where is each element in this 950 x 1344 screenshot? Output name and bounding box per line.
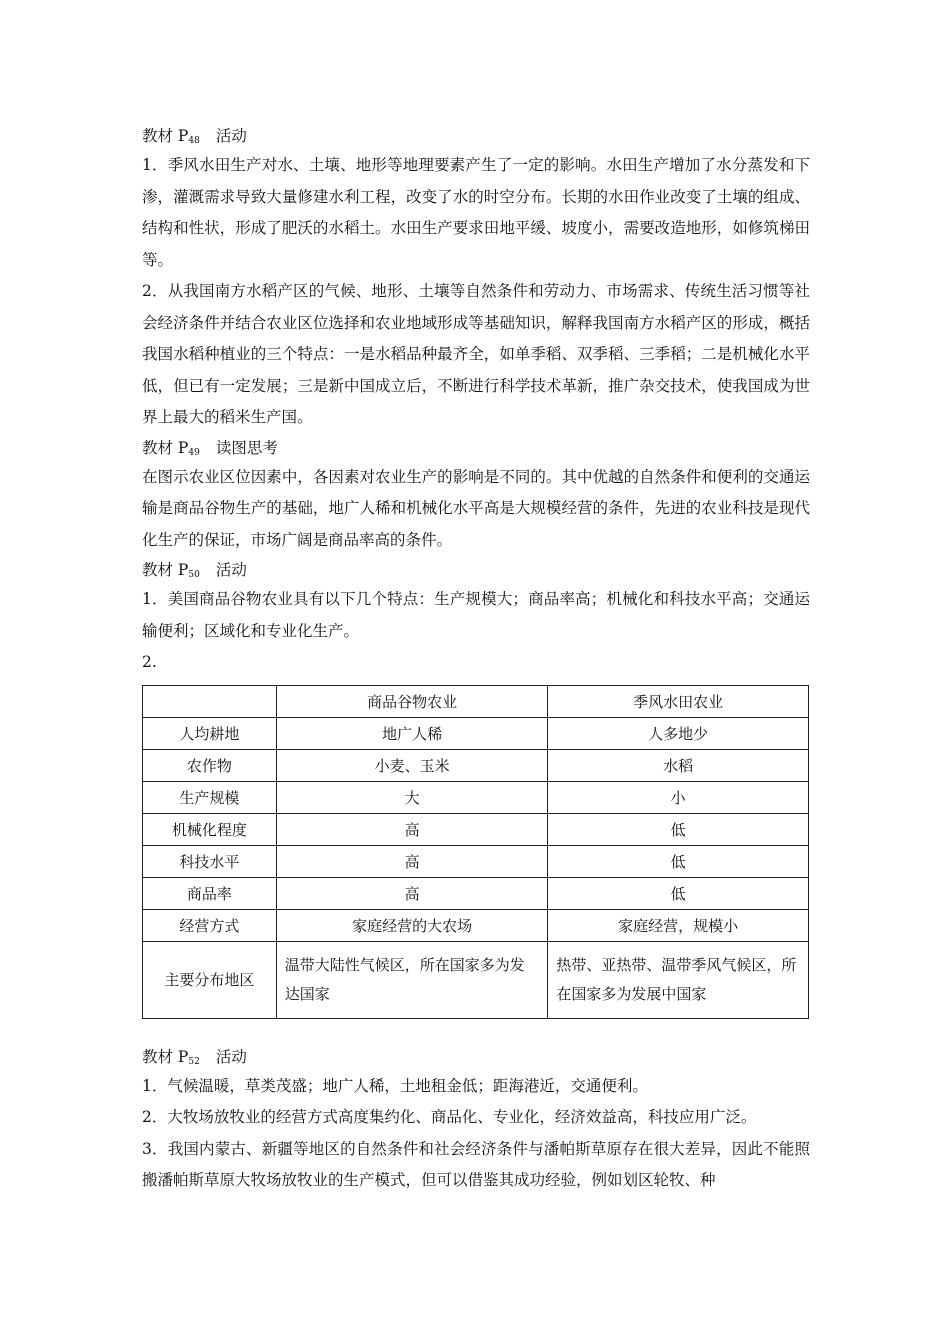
table-cell: 高	[276, 845, 548, 877]
paragraph-p52-item-3: 3．我国内蒙古、新疆等地区的自然条件和社会经济条件与潘帕斯草原存在很大差异，因此不能照搬潘帕斯草原大牧场放牧业的生产模式，但可以借鉴其成功经验，例如划区轮牧、种	[142, 1139, 810, 1189]
table-row	[143, 717, 809, 749]
table-header-cell: 商品谷物农业	[276, 685, 548, 717]
table-row-label: 人均耕地	[143, 717, 277, 749]
table-row	[143, 909, 809, 941]
paragraph-p52-item-1: 1．气候温暖，草类茂盛；地广人稀，土地租金低；距海港近，交通便利。	[142, 1076, 648, 1095]
table-cell: 人多地少	[548, 717, 809, 749]
table-cell: 高	[276, 877, 548, 909]
table-cell: 水稻	[548, 749, 809, 781]
table-row-label: 商品率	[143, 877, 277, 909]
table-cell: 温带大陆性气候区，所在国家多为发达国家	[276, 941, 548, 1018]
table-cell: 家庭经营的大农场	[276, 909, 548, 941]
document-page	[142, 118, 810, 1197]
section-heading-p52: 教材 P52 活动	[142, 1047, 247, 1067]
section-heading-p49: 教材 P49 读图思考	[142, 438, 278, 458]
paragraph-p48-item-1: 1．季风水田生产对水、土壤、地形等地理要素产生了一定的影响。水田生产增加了水分蒸发和下渗，灌溉需求导致大量修建水利工程，改变了水的时空分布。长期的水田作业改变了土壤的组成、结构和性状，形成了肥沃的水稻土。水田生产要求田地平缓、坡度小，需要改造地形，如修筑梯田等。	[142, 156, 810, 269]
table-cell: 小	[548, 781, 809, 813]
table-cell: 低	[548, 877, 809, 909]
table-cell: 家庭经营，规模小	[548, 909, 809, 941]
table-row-label: 主要分布地区	[143, 941, 277, 1018]
table-row	[143, 877, 809, 909]
section-heading-p48: 教材 P48 活动	[142, 127, 247, 146]
table-row-label: 经营方式	[143, 909, 277, 941]
paragraph-p49: 在图示农业区位因素中，各因素对农业生产的影响是不同的。其中优越的自然条件和便利的交通运输是商品谷物生产的基础，地广人稀和机械化水平高是大规模经营的条件，先进的农业科技是现代化生产的保证，市场广阔是商品率高的条件。	[142, 467, 810, 549]
table-row-label: 生产规模	[143, 781, 277, 813]
table-row-label: 科技水平	[143, 845, 277, 877]
table-row-label: 农作物	[143, 749, 277, 781]
paragraph-p48-item-2: 2．从我国南方水稻产区的气候、地形、土壤等自然条件和劳动力、市场需求、传统生活习惯等社会经济条件并结合农业区位选择和农业地域形成等基础知识，解释我国南方水稻产区的形成，概括我国水稻种植业的三个特点：一是水稻品种最齐全，如单季稻、双季稻、三季稻；二是机械化水平低，但已有一定发展；三是新中国成立后，不断进行科学技术革新，推广杂交技术，使我国成为世界上最大的稻米生产国。	[142, 282, 810, 426]
table-row	[143, 845, 809, 877]
table-cell: 地广人稀	[276, 717, 548, 749]
paragraph-p52-item-2: 2．大牧场放牧业的经营方式高度集约化、商品化、专业化，经济效益高，科技应用广泛。	[142, 1108, 757, 1126]
table-row	[143, 749, 809, 781]
table-row-label: 机械化程度	[143, 813, 277, 845]
table-row	[143, 941, 809, 1018]
table-cell: 大	[276, 781, 548, 813]
paragraph-p50-item-2: 2.	[142, 653, 157, 671]
table-header-row	[143, 685, 809, 717]
table-row	[143, 781, 809, 813]
table-header-cell	[143, 685, 277, 717]
table-header-cell: 季风水田农业	[548, 685, 809, 717]
table-cell: 小麦、玉米	[276, 749, 548, 781]
table-cell: 热带、亚热带、温带季风气候区，所在国家多为发展中国家	[548, 941, 809, 1018]
table-cell: 低	[548, 813, 809, 845]
table-cell: 高	[276, 813, 548, 845]
section-heading-p50: 教材 P50 活动	[142, 561, 247, 580]
comparison-table	[142, 685, 809, 1019]
paragraph-p50-item-1: 1．美国商品谷物农业具有以下几个特点：生产规模大；商品率高；机械化和科技水平高；交通运输便利；区域化和专业化生产。	[142, 590, 810, 640]
table-row	[143, 813, 809, 845]
table-cell: 低	[548, 845, 809, 877]
